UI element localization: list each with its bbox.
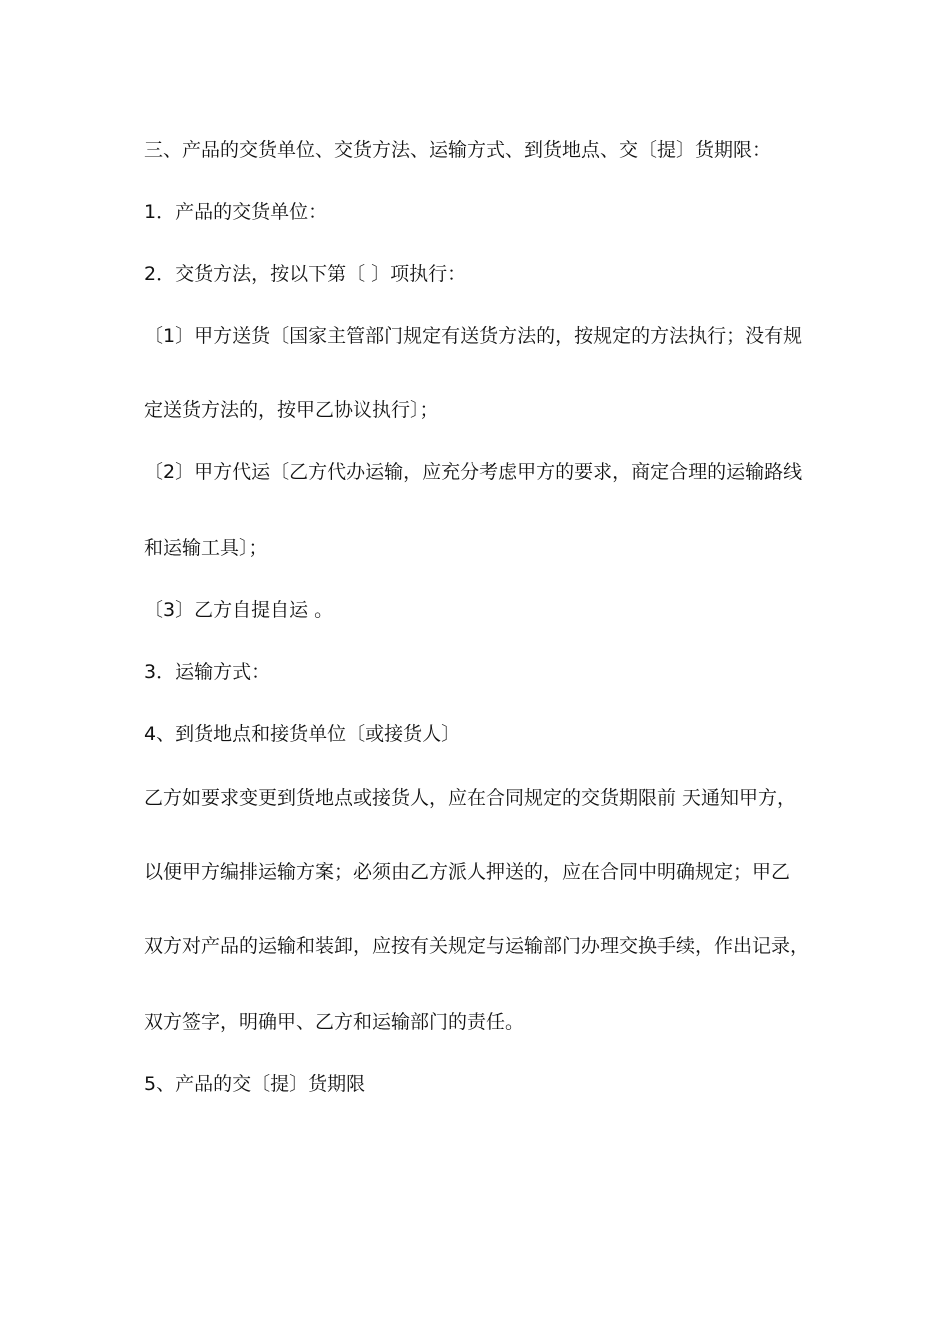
section-heading: 三、产品的交货单位、交货方法、运输方式、到货地点、交〔提〕货期限： xyxy=(144,139,772,161)
paragraph-line: 5、产品的交〔提〕货期限 xyxy=(144,1073,366,1095)
paragraph-line: 乙方如要求变更到货地点或接货人，应在合同规定的交货期限前 天通知甲方， xyxy=(144,787,797,809)
paragraph-line: 3．运输方式： xyxy=(144,661,271,683)
paragraph-line: 〔2〕甲方代运〔乙方代办运输，应充分考虑甲方的要求，商定合理的运输路线 xyxy=(144,461,803,483)
paragraph-line: 以便甲方编排运输方案；必须由乙方派人押送的，应在合同中明确规定；甲乙 xyxy=(144,861,791,883)
paragraph-line: 〔3〕乙方自提自运 。 xyxy=(144,599,334,621)
paragraph-line: 双方签字，明确甲、乙方和运输部门的责任。 xyxy=(144,1011,525,1033)
paragraph-line: 2．交货方法，按以下第〔 〕项执行： xyxy=(144,263,467,285)
paragraph-line: 4、到货地点和接货单位〔或接货人〕 xyxy=(144,723,461,745)
paragraph-line: 和运输工具〕； xyxy=(144,537,268,559)
paragraph-line: 〔1〕甲方送货〔国家主管部门规定有送货方法的，按规定的方法执行；没有规 xyxy=(144,325,803,347)
paragraph-line: 双方对产品的运输和装卸，应按有关规定与运输部门办理交换手续，作出记录， xyxy=(144,935,810,957)
paragraph-line: 1．产品的交货单位： xyxy=(144,201,328,223)
paragraph-line: 定送货方法的，按甲乙协议执行〕； xyxy=(144,399,439,421)
